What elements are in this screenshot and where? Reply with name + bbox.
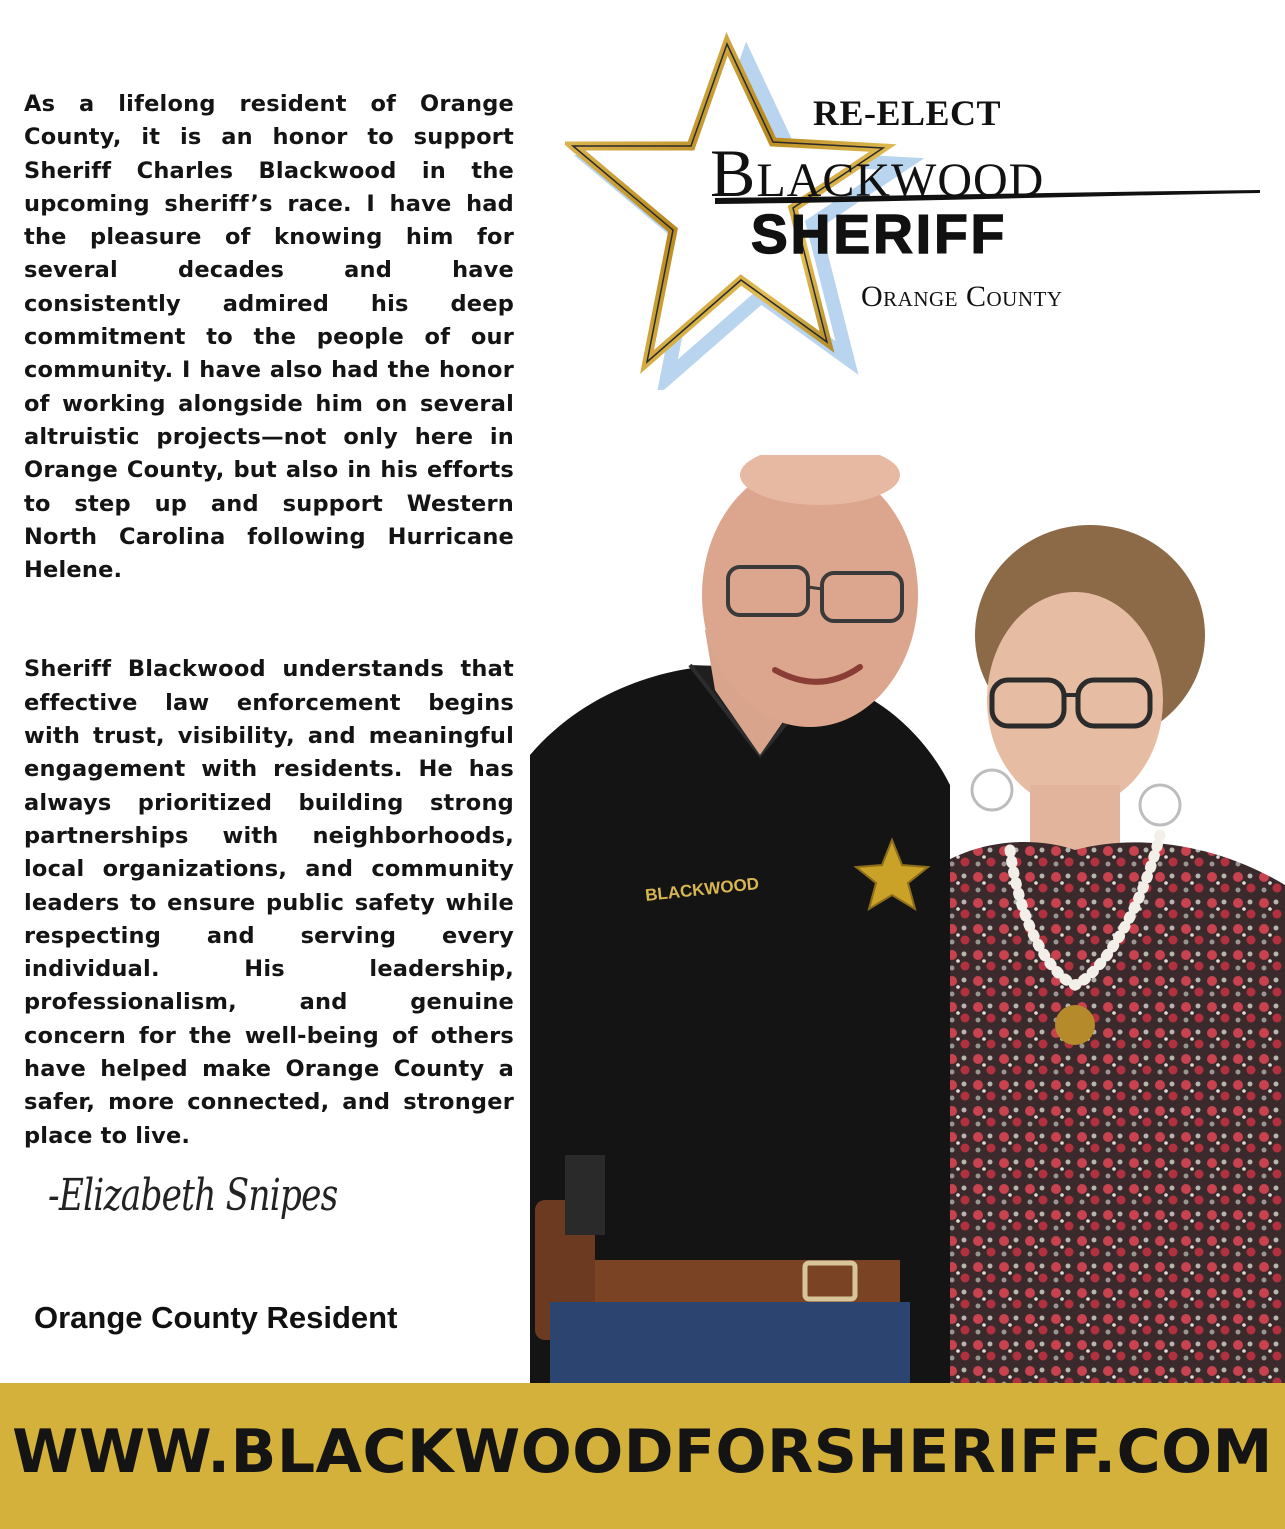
testimonial-column [24,88,514,1153]
logo-re-elect: RE-ELECT [813,93,1002,133]
portrait-illustration [530,455,1285,1383]
website-url[interactable]: WWW.BLACKWOODFORSHERIFF.COM [12,1417,1273,1487]
signature: -Elizabeth Snipes [48,1170,338,1221]
signer-title: Orange County Resident [34,1300,398,1335]
name-patch: BLACKWOOD [644,874,760,905]
logo-sheriff: SHERIFF [751,203,1008,265]
footer-bar [0,1383,1285,1529]
photo-sheriff-and-resident [530,455,1285,1383]
testimonial-paragraph-2: Sheriff Blackwood understands that effective law enforcement begins with trust, visibility, and meaningful engagement with residents. He has always prioritized building strong partnerships with neighborhoods, local organizations, and community leaders to ensure public safety while respecting and serving every individual. His leadership, professionalism, and genuine concern for the well-being of others have helped make Orange County a safer, more connected, and stronger place to live. [24,656,514,1149]
testimonial-paragraph-1: As a lifelong resident of Orange County, it is an honor to support Sheriff Charles Blackwood in the upcoming sheriff’s race. I have had the pleasure of knowing him for several decades and have consistently admired his deep commitment to the people of our community. I have also had the honor of working alongside him on several altruistic projects—not only here in Orange County, but also in his efforts to step up and support Western North Carolina following Hurricane Helene. [24,91,514,584]
logo-orange-county: Orange County [861,280,1063,313]
campaign-logo [565,30,1265,390]
logo-blackwood: Blackwood [710,135,1045,211]
